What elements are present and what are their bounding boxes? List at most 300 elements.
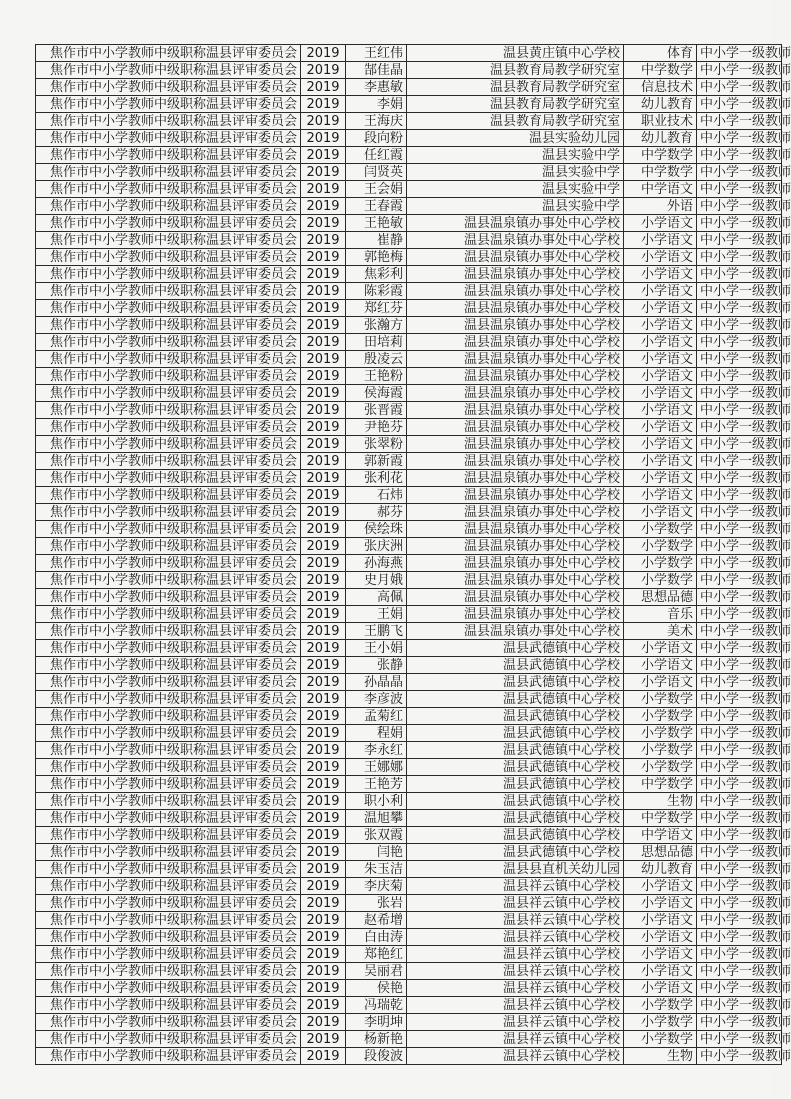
year-cell: 2019 <box>301 45 346 62</box>
committee-cell: 焦作市中小学教师中级职称温县评审委员会 <box>36 572 301 589</box>
table-row <box>36 606 782 623</box>
title-cell: 中小学一级教师 <box>697 963 782 980</box>
school-cell: 温县黄庄镇中心学校 <box>407 45 624 62</box>
table-row <box>36 929 782 946</box>
title-cell: 中小学一级教师 <box>697 181 782 198</box>
name-cell: 闫贤英 <box>346 164 407 181</box>
school-cell: 温县实验中学 <box>407 164 624 181</box>
committee-cell: 焦作市中小学教师中级职称温县评审委员会 <box>36 79 301 96</box>
title-cell: 中小学一级教师 <box>697 300 782 317</box>
table-row <box>36 589 782 606</box>
school-cell: 温县温泉镇办事处中心学校 <box>407 487 624 504</box>
table-row <box>36 470 782 487</box>
committee-cell: 焦作市中小学教师中级职称温县评审委员会 <box>36 317 301 334</box>
school-cell: 温县温泉镇办事处中心学校 <box>407 572 624 589</box>
committee-cell: 焦作市中小学教师中级职称温县评审委员会 <box>36 606 301 623</box>
name-cell: 程娟 <box>346 725 407 742</box>
year-cell: 2019 <box>301 793 346 810</box>
name-cell: 孙晶晶 <box>346 674 407 691</box>
year-cell: 2019 <box>301 572 346 589</box>
subject-cell: 小学语文 <box>624 640 697 657</box>
name-cell: 李庆菊 <box>346 878 407 895</box>
title-cell: 中小学一级教师 <box>697 708 782 725</box>
name-cell: 王小娟 <box>346 640 407 657</box>
year-cell: 2019 <box>301 674 346 691</box>
committee-cell: 焦作市中小学教师中级职称温县评审委员会 <box>36 249 301 266</box>
subject-cell: 小学数学 <box>624 742 697 759</box>
year-cell: 2019 <box>301 946 346 963</box>
title-cell: 中小学一级教师 <box>697 113 782 130</box>
name-cell: 侯海霞 <box>346 385 407 402</box>
title-cell: 中小学一级教师 <box>697 79 782 96</box>
name-cell: 张翠粉 <box>346 436 407 453</box>
committee-cell: 焦作市中小学教师中级职称温县评审委员会 <box>36 708 301 725</box>
committee-cell: 焦作市中小学教师中级职称温县评审委员会 <box>36 844 301 861</box>
table-row <box>36 776 782 793</box>
subject-cell: 小学语文 <box>624 912 697 929</box>
school-cell: 温县教育局教学研究室 <box>407 79 624 96</box>
name-cell: 王艳粉 <box>346 368 407 385</box>
committee-cell: 焦作市中小学教师中级职称温县评审委员会 <box>36 334 301 351</box>
table-row <box>36 657 782 674</box>
name-cell: 王鹏飞 <box>346 623 407 640</box>
table-row <box>36 232 782 249</box>
name-cell: 闫艳 <box>346 844 407 861</box>
name-cell: 任红霞 <box>346 147 407 164</box>
school-cell: 温县祥云镇中心学校 <box>407 980 624 997</box>
school-cell: 温县教育局教学研究室 <box>407 96 624 113</box>
school-cell: 温县温泉镇办事处中心学校 <box>407 402 624 419</box>
table-row <box>36 96 782 113</box>
school-cell: 温县实验中学 <box>407 181 624 198</box>
name-cell: 尹艳芬 <box>346 419 407 436</box>
title-cell: 中小学一级教师 <box>697 980 782 997</box>
year-cell: 2019 <box>301 181 346 198</box>
name-cell: 郝芬 <box>346 504 407 521</box>
subject-cell: 生物 <box>624 1048 697 1065</box>
subject-cell: 幼儿教育 <box>624 96 697 113</box>
committee-cell: 焦作市中小学教师中级职称温县评审委员会 <box>36 1031 301 1048</box>
name-cell: 郭艳梅 <box>346 249 407 266</box>
table-row <box>36 946 782 963</box>
year-cell: 2019 <box>301 249 346 266</box>
table-row <box>36 504 782 521</box>
table-row <box>36 1048 782 1065</box>
title-cell: 中小学一级教师 <box>697 555 782 572</box>
school-cell: 温县温泉镇办事处中心学校 <box>407 419 624 436</box>
title-cell: 中小学一级教师 <box>697 385 782 402</box>
subject-cell: 小学语文 <box>624 929 697 946</box>
subject-cell: 小学数学 <box>624 997 697 1014</box>
name-cell: 石炜 <box>346 487 407 504</box>
school-cell: 温县武德镇中心学校 <box>407 827 624 844</box>
committee-cell: 焦作市中小学教师中级职称温县评审委员会 <box>36 827 301 844</box>
table-row <box>36 674 782 691</box>
subject-cell: 小学语文 <box>624 487 697 504</box>
table-row <box>36 521 782 538</box>
year-cell: 2019 <box>301 963 346 980</box>
table-row <box>36 487 782 504</box>
title-cell: 中小学一级教师 <box>697 572 782 589</box>
subject-cell: 信息技术 <box>624 79 697 96</box>
school-cell: 温县武德镇中心学校 <box>407 844 624 861</box>
subject-cell: 小学语文 <box>624 232 697 249</box>
title-cell: 中小学一级教师 <box>697 793 782 810</box>
name-cell: 王红伟 <box>346 45 407 62</box>
committee-cell: 焦作市中小学教师中级职称温县评审委员会 <box>36 453 301 470</box>
school-cell: 温县武德镇中心学校 <box>407 691 624 708</box>
school-cell: 温县实验幼儿园 <box>407 130 624 147</box>
year-cell: 2019 <box>301 980 346 997</box>
table-row <box>36 79 782 96</box>
year-cell: 2019 <box>301 1014 346 1031</box>
year-cell: 2019 <box>301 555 346 572</box>
subject-cell: 小学数学 <box>624 1014 697 1031</box>
committee-cell: 焦作市中小学教师中级职称温县评审委员会 <box>36 504 301 521</box>
year-cell: 2019 <box>301 810 346 827</box>
title-cell: 中小学一级教师 <box>697 640 782 657</box>
table-row <box>36 402 782 419</box>
subject-cell: 小学语文 <box>624 300 697 317</box>
subject-cell: 小学语文 <box>624 980 697 997</box>
subject-cell: 小学语文 <box>624 334 697 351</box>
table-row <box>36 640 782 657</box>
subject-cell: 中学数学 <box>624 776 697 793</box>
name-cell: 李永红 <box>346 742 407 759</box>
name-cell: 杨新艳 <box>346 1031 407 1048</box>
table-row <box>36 334 782 351</box>
school-cell: 温县教育局教学研究室 <box>407 113 624 130</box>
table-row <box>36 725 782 742</box>
committee-cell: 焦作市中小学教师中级职称温县评审委员会 <box>36 555 301 572</box>
year-cell: 2019 <box>301 538 346 555</box>
school-cell: 温县实验中学 <box>407 147 624 164</box>
year-cell: 2019 <box>301 895 346 912</box>
title-cell: 中小学一级教师 <box>697 623 782 640</box>
subject-cell: 音乐 <box>624 606 697 623</box>
name-cell: 李娟 <box>346 96 407 113</box>
table-row <box>36 385 782 402</box>
title-cell: 中小学一级教师 <box>697 895 782 912</box>
school-cell: 温县实验中学 <box>407 198 624 215</box>
roster-table <box>35 44 791 1065</box>
subject-cell: 美术 <box>624 623 697 640</box>
subject-cell: 小学语文 <box>624 249 697 266</box>
school-cell: 温县祥云镇中心学校 <box>407 997 624 1014</box>
name-cell: 王艳敏 <box>346 215 407 232</box>
committee-cell: 焦作市中小学教师中级职称温县评审委员会 <box>36 300 301 317</box>
committee-cell: 焦作市中小学教师中级职称温县评审委员会 <box>36 130 301 147</box>
name-cell: 王娜娜 <box>346 759 407 776</box>
name-cell: 焦彩利 <box>346 266 407 283</box>
subject-cell: 小学语文 <box>624 385 697 402</box>
table-row <box>36 861 782 878</box>
table-row <box>36 453 782 470</box>
school-cell: 温县温泉镇办事处中心学校 <box>407 521 624 538</box>
subject-cell: 幼儿教育 <box>624 861 697 878</box>
name-cell: 郜佳晶 <box>346 62 407 79</box>
title-cell: 中小学一级教师 <box>697 470 782 487</box>
title-cell: 中小学一级教师 <box>697 946 782 963</box>
title-cell: 中小学一级教师 <box>697 725 782 742</box>
subject-cell: 中学数学 <box>624 164 697 181</box>
year-cell: 2019 <box>301 62 346 79</box>
subject-cell: 思想品德 <box>624 589 697 606</box>
school-cell: 温县温泉镇办事处中心学校 <box>407 385 624 402</box>
name-cell: 史月娥 <box>346 572 407 589</box>
subject-cell: 小学语文 <box>624 317 697 334</box>
title-cell: 中小学一级教师 <box>697 504 782 521</box>
school-cell: 温县武德镇中心学校 <box>407 725 624 742</box>
name-cell: 白由涛 <box>346 929 407 946</box>
name-cell: 张瀚方 <box>346 317 407 334</box>
year-cell: 2019 <box>301 113 346 130</box>
subject-cell: 职业技术 <box>624 113 697 130</box>
table-row <box>36 538 782 555</box>
school-cell: 温县温泉镇办事处中心学校 <box>407 470 624 487</box>
table-row <box>36 844 782 861</box>
school-cell: 温县温泉镇办事处中心学校 <box>407 249 624 266</box>
school-cell: 温县温泉镇办事处中心学校 <box>407 317 624 334</box>
committee-cell: 焦作市中小学教师中级职称温县评审委员会 <box>36 997 301 1014</box>
name-cell: 张岩 <box>346 895 407 912</box>
table-row <box>36 130 782 147</box>
title-cell: 中小学一级教师 <box>697 334 782 351</box>
year-cell: 2019 <box>301 470 346 487</box>
table-row <box>36 249 782 266</box>
title-cell: 中小学一级教师 <box>697 215 782 232</box>
subject-cell: 小学数学 <box>624 572 697 589</box>
school-cell: 温县温泉镇办事处中心学校 <box>407 283 624 300</box>
table-row <box>36 878 782 895</box>
school-cell: 温县祥云镇中心学校 <box>407 946 624 963</box>
table-row <box>36 215 782 232</box>
table-row <box>36 708 782 725</box>
school-cell: 温县武德镇中心学校 <box>407 657 624 674</box>
subject-cell: 中学语文 <box>624 827 697 844</box>
school-cell: 温县祥云镇中心学校 <box>407 1014 624 1031</box>
year-cell: 2019 <box>301 640 346 657</box>
table-row <box>36 45 782 62</box>
committee-cell: 焦作市中小学教师中级职称温县评审委员会 <box>36 657 301 674</box>
committee-cell: 焦作市中小学教师中级职称温县评审委员会 <box>36 963 301 980</box>
title-cell: 中小学一级教师 <box>697 878 782 895</box>
title-cell: 中小学一级教师 <box>697 266 782 283</box>
title-cell: 中小学一级教师 <box>697 1048 782 1065</box>
title-cell: 中小学一级教师 <box>697 657 782 674</box>
title-cell: 中小学一级教师 <box>697 827 782 844</box>
title-cell: 中小学一级教师 <box>697 538 782 555</box>
title-cell: 中小学一级教师 <box>697 1014 782 1031</box>
year-cell: 2019 <box>301 283 346 300</box>
committee-cell: 焦作市中小学教师中级职称温县评审委员会 <box>36 385 301 402</box>
subject-cell: 小学语文 <box>624 215 697 232</box>
year-cell: 2019 <box>301 742 346 759</box>
table-row <box>36 164 782 181</box>
year-cell: 2019 <box>301 215 346 232</box>
name-cell: 侯艳 <box>346 980 407 997</box>
title-cell: 中小学一级教师 <box>697 164 782 181</box>
subject-cell: 中学语文 <box>624 181 697 198</box>
committee-cell: 焦作市中小学教师中级职称温县评审委员会 <box>36 521 301 538</box>
year-cell: 2019 <box>301 198 346 215</box>
school-cell: 温县教育局教学研究室 <box>407 62 624 79</box>
name-cell: 王艳芳 <box>346 776 407 793</box>
school-cell: 温县温泉镇办事处中心学校 <box>407 215 624 232</box>
name-cell: 朱玉洁 <box>346 861 407 878</box>
table-row <box>36 827 782 844</box>
school-cell: 温县祥云镇中心学校 <box>407 963 624 980</box>
table-row <box>36 793 782 810</box>
table-row <box>36 113 782 130</box>
name-cell: 职小利 <box>346 793 407 810</box>
table-row <box>36 895 782 912</box>
school-cell: 温县祥云镇中心学校 <box>407 1031 624 1048</box>
name-cell: 孟菊红 <box>346 708 407 725</box>
year-cell: 2019 <box>301 827 346 844</box>
title-cell: 中小学一级教师 <box>697 283 782 300</box>
title-cell: 中小学一级教师 <box>697 62 782 79</box>
committee-cell: 焦作市中小学教师中级职称温县评审委员会 <box>36 725 301 742</box>
title-cell: 中小学一级教师 <box>697 96 782 113</box>
subject-cell: 小学语文 <box>624 963 697 980</box>
year-cell: 2019 <box>301 759 346 776</box>
committee-cell: 焦作市中小学教师中级职称温县评审委员会 <box>36 878 301 895</box>
name-cell: 郭新霞 <box>346 453 407 470</box>
name-cell: 陈彩霞 <box>346 283 407 300</box>
name-cell: 赵希增 <box>346 912 407 929</box>
subject-cell: 小学数学 <box>624 708 697 725</box>
title-cell: 中小学一级教师 <box>697 453 782 470</box>
year-cell: 2019 <box>301 79 346 96</box>
school-cell: 温县温泉镇办事处中心学校 <box>407 436 624 453</box>
title-cell: 中小学一级教师 <box>697 147 782 164</box>
title-cell: 中小学一级教师 <box>697 912 782 929</box>
year-cell: 2019 <box>301 1048 346 1065</box>
subject-cell: 小学语文 <box>624 674 697 691</box>
title-cell: 中小学一级教师 <box>697 249 782 266</box>
year-cell: 2019 <box>301 691 346 708</box>
table-row <box>36 181 782 198</box>
committee-cell: 焦作市中小学教师中级职称温县评审委员会 <box>36 776 301 793</box>
table-row <box>36 1014 782 1031</box>
year-cell: 2019 <box>301 266 346 283</box>
committee-cell: 焦作市中小学教师中级职称温县评审委员会 <box>36 419 301 436</box>
title-cell: 中小学一级教师 <box>697 368 782 385</box>
year-cell: 2019 <box>301 878 346 895</box>
year-cell: 2019 <box>301 708 346 725</box>
committee-cell: 焦作市中小学教师中级职称温县评审委员会 <box>36 538 301 555</box>
table-row <box>36 317 782 334</box>
table-row <box>36 368 782 385</box>
subject-cell: 思想品德 <box>624 844 697 861</box>
committee-cell: 焦作市中小学教师中级职称温县评审委员会 <box>36 1014 301 1031</box>
subject-cell: 小学语文 <box>624 878 697 895</box>
year-cell: 2019 <box>301 725 346 742</box>
year-cell: 2019 <box>301 147 346 164</box>
title-cell: 中小学一级教师 <box>697 589 782 606</box>
committee-cell: 焦作市中小学教师中级职称温县评审委员会 <box>36 674 301 691</box>
year-cell: 2019 <box>301 402 346 419</box>
subject-cell: 小学数学 <box>624 691 697 708</box>
subject-cell: 中学数学 <box>624 147 697 164</box>
name-cell: 郑红芬 <box>346 300 407 317</box>
title-cell: 中小学一级教师 <box>697 317 782 334</box>
name-cell: 王春霞 <box>346 198 407 215</box>
subject-cell: 小学语文 <box>624 351 697 368</box>
name-cell: 田培莉 <box>346 334 407 351</box>
school-cell: 温县温泉镇办事处中心学校 <box>407 538 624 555</box>
school-cell: 温县祥云镇中心学校 <box>407 912 624 929</box>
table-row <box>36 572 782 589</box>
title-cell: 中小学一级教师 <box>697 674 782 691</box>
name-cell: 李明坤 <box>346 1014 407 1031</box>
school-cell: 温县武德镇中心学校 <box>407 708 624 725</box>
committee-cell: 焦作市中小学教师中级职称温县评审委员会 <box>36 487 301 504</box>
title-cell: 中小学一级教师 <box>697 402 782 419</box>
title-cell: 中小学一级教师 <box>697 436 782 453</box>
year-cell: 2019 <box>301 334 346 351</box>
committee-cell: 焦作市中小学教师中级职称温县评审委员会 <box>36 470 301 487</box>
subject-cell: 小学语文 <box>624 368 697 385</box>
name-cell: 侯绘珠 <box>346 521 407 538</box>
title-cell: 中小学一级教师 <box>697 759 782 776</box>
title-cell: 中小学一级教师 <box>697 997 782 1014</box>
year-cell: 2019 <box>301 317 346 334</box>
subject-cell: 小学语文 <box>624 657 697 674</box>
table-row <box>36 555 782 572</box>
title-cell: 中小学一级教师 <box>697 521 782 538</box>
committee-cell: 焦作市中小学教师中级职称温县评审委员会 <box>36 62 301 79</box>
roster-body <box>36 45 791 1065</box>
subject-cell: 小学语文 <box>624 283 697 300</box>
school-cell: 温县温泉镇办事处中心学校 <box>407 266 624 283</box>
subject-cell: 小学语文 <box>624 419 697 436</box>
school-cell: 温县祥云镇中心学校 <box>407 878 624 895</box>
subject-cell: 小学数学 <box>624 521 697 538</box>
subject-cell: 体育 <box>624 45 697 62</box>
school-cell: 温县温泉镇办事处中心学校 <box>407 555 624 572</box>
name-cell: 张晋霞 <box>346 402 407 419</box>
school-cell: 温县温泉镇办事处中心学校 <box>407 300 624 317</box>
title-cell: 中小学一级教师 <box>697 844 782 861</box>
committee-cell: 焦作市中小学教师中级职称温县评审委员会 <box>36 810 301 827</box>
name-cell: 段俊波 <box>346 1048 407 1065</box>
year-cell: 2019 <box>301 130 346 147</box>
subject-cell: 中学数学 <box>624 810 697 827</box>
school-cell: 温县武德镇中心学校 <box>407 793 624 810</box>
table-row <box>36 980 782 997</box>
year-cell: 2019 <box>301 1031 346 1048</box>
committee-cell: 焦作市中小学教师中级职称温县评审委员会 <box>36 232 301 249</box>
school-cell: 温县温泉镇办事处中心学校 <box>407 232 624 249</box>
subject-cell: 小学数学 <box>624 538 697 555</box>
subject-cell: 小学数学 <box>624 759 697 776</box>
subject-cell: 小学语文 <box>624 895 697 912</box>
committee-cell: 焦作市中小学教师中级职称温县评审委员会 <box>36 1048 301 1065</box>
committee-cell: 焦作市中小学教师中级职称温县评审委员会 <box>36 45 301 62</box>
subject-cell: 生物 <box>624 793 697 810</box>
committee-cell: 焦作市中小学教师中级职称温县评审委员会 <box>36 266 301 283</box>
year-cell: 2019 <box>301 419 346 436</box>
subject-cell: 小学语文 <box>624 946 697 963</box>
school-cell: 温县祥云镇中心学校 <box>407 1048 624 1065</box>
school-cell: 温县县直机关幼儿园 <box>407 861 624 878</box>
committee-cell: 焦作市中小学教师中级职称温县评审委员会 <box>36 691 301 708</box>
table-row <box>36 283 782 300</box>
year-cell: 2019 <box>301 861 346 878</box>
committee-cell: 焦作市中小学教师中级职称温县评审委员会 <box>36 283 301 300</box>
